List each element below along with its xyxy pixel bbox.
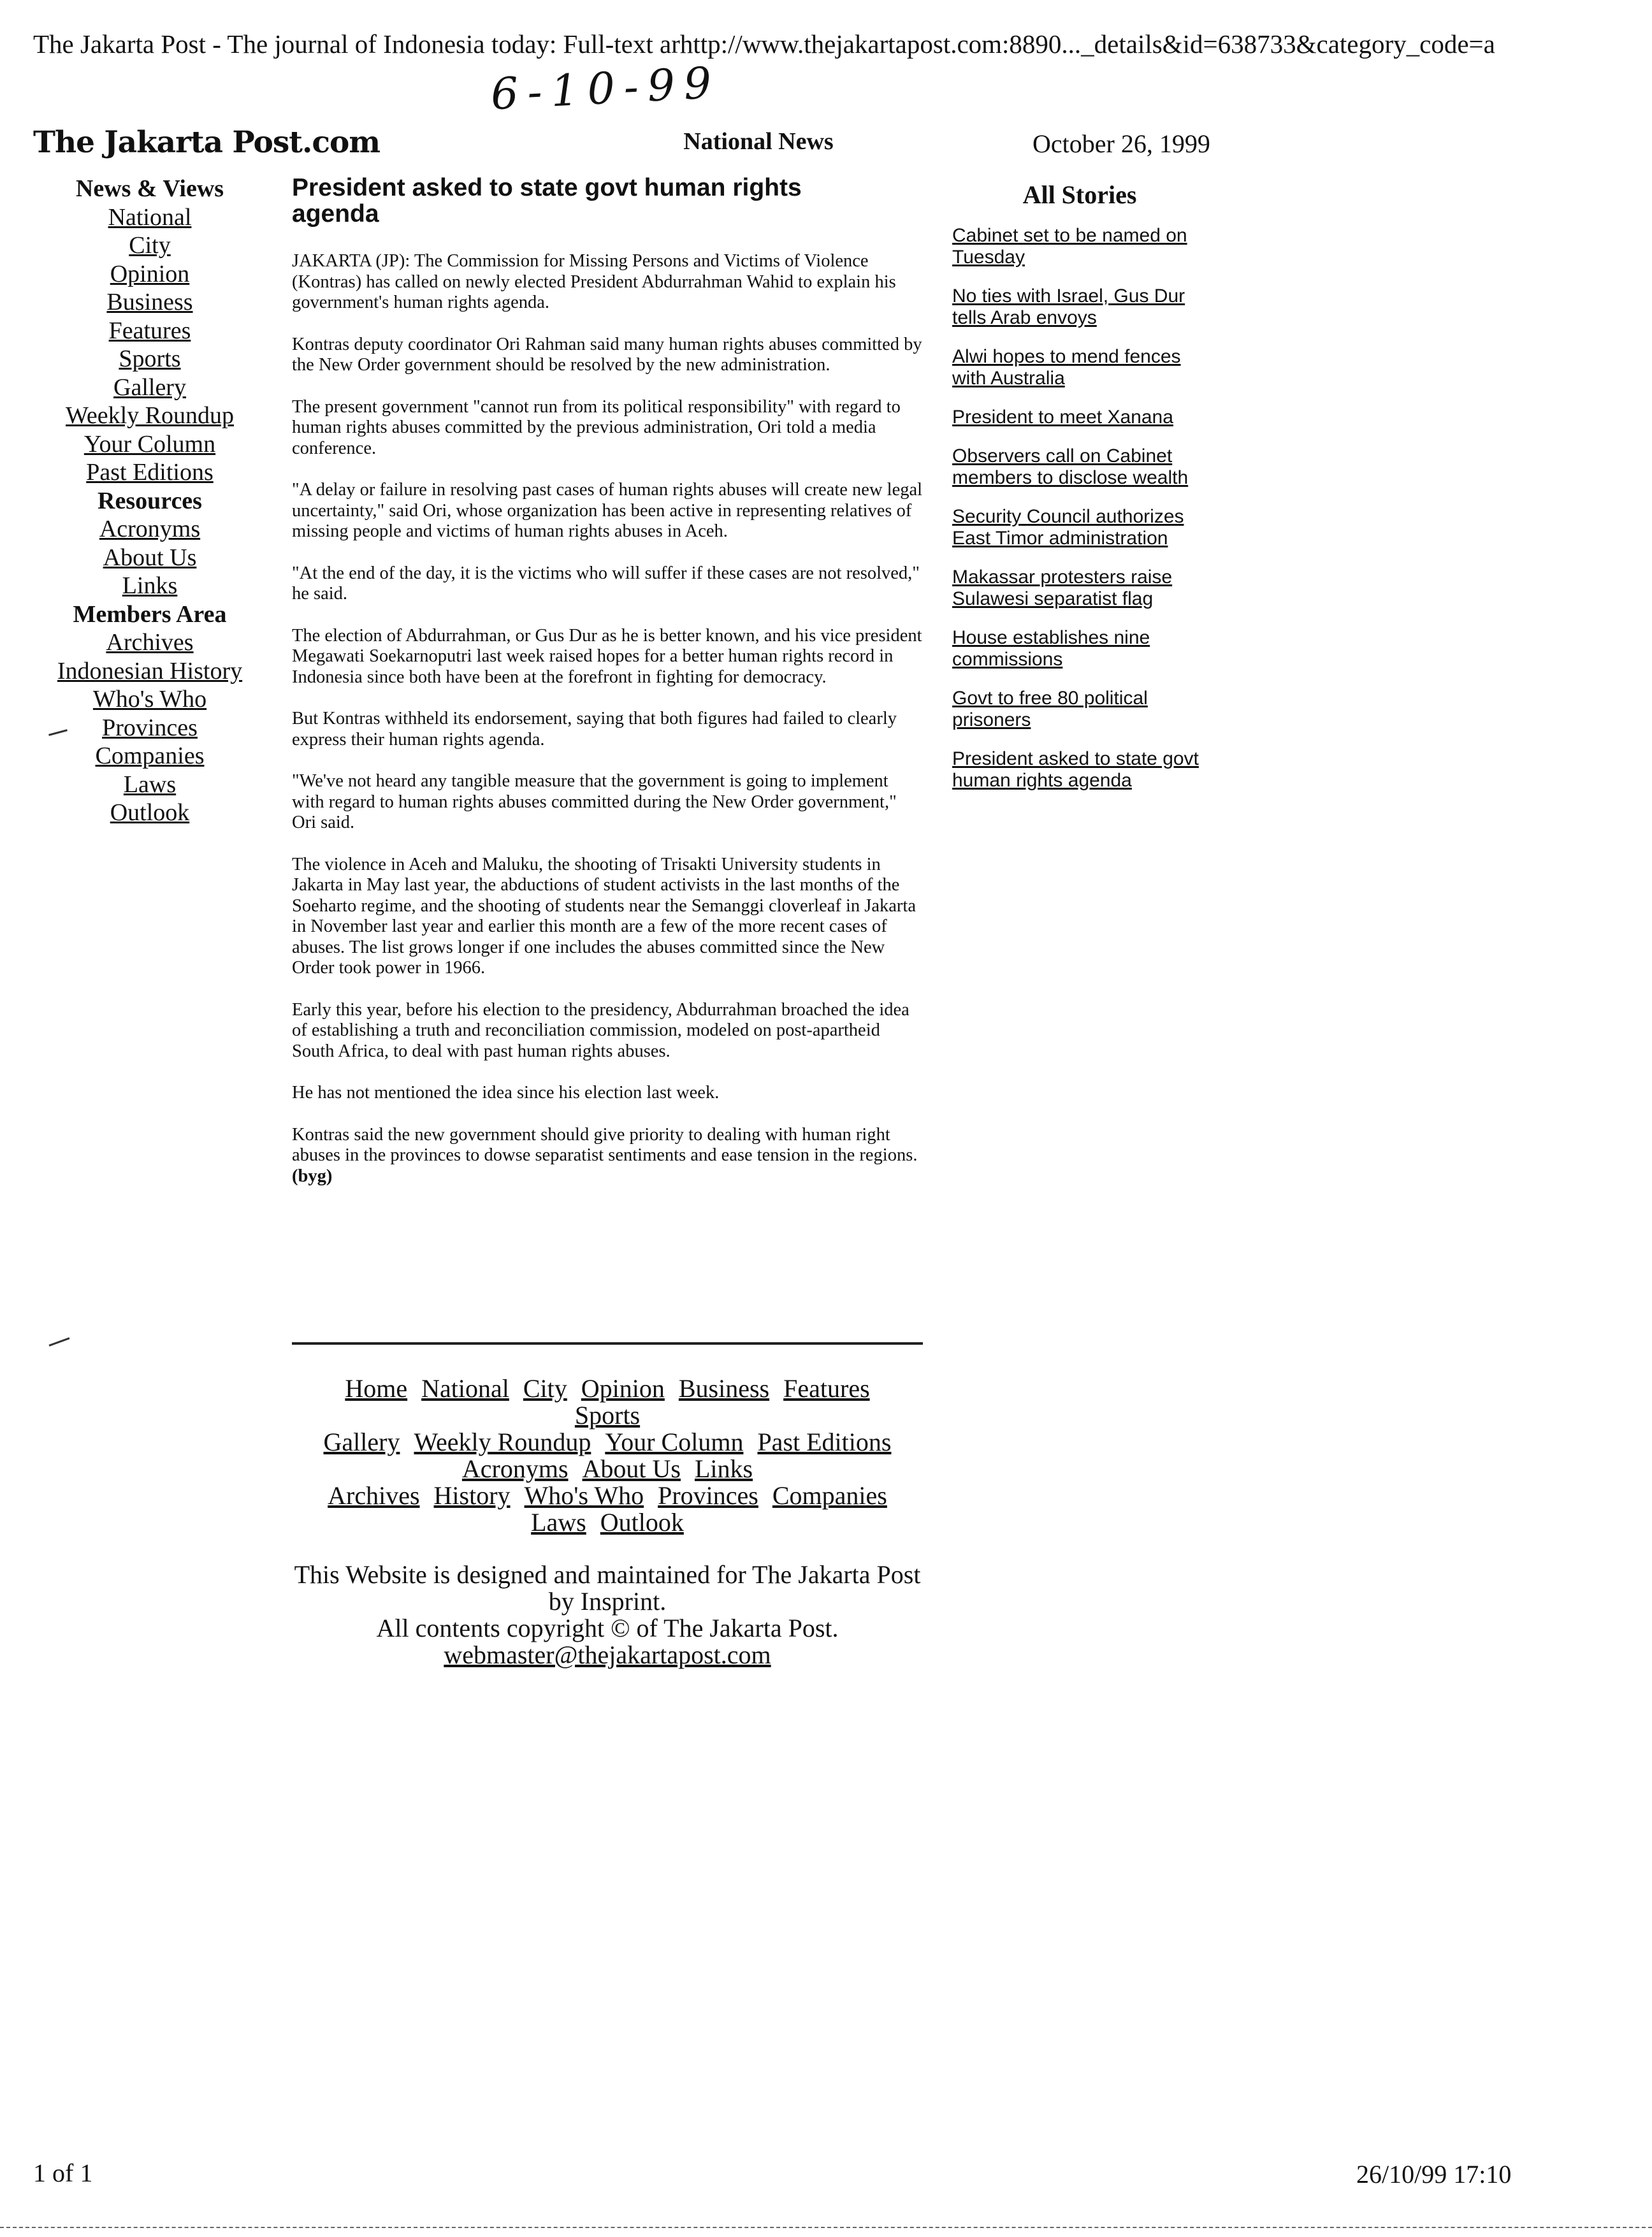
nav-link-who-s-who[interactable]: Who's Who — [92, 686, 207, 713]
paragraph-text: But Kontras withheld its endorsement, saying that both figures had failed to clearly express their human rights agenda. — [292, 709, 897, 749]
article-paragraph — [292, 251, 923, 314]
nav-link-city[interactable]: City — [129, 232, 171, 259]
nav-link-about-us[interactable]: About Us — [103, 544, 197, 571]
paragraph-text: Kontras said the new government should give priority to dealing with human right abuses in the provinces to dowse separatist sentiments and ease tension in the regions. — [292, 1124, 918, 1165]
footer-link-acronyms[interactable]: Acronyms — [461, 1454, 569, 1483]
footer-link-opinion[interactable]: Opinion — [581, 1374, 665, 1403]
article-paragraph — [292, 397, 923, 460]
footer-credit-line: This Website is designed and maintained for The Jakarta Post by Insprint. — [294, 1560, 921, 1616]
nav-link-sports[interactable]: Sports — [119, 345, 181, 372]
footer-link-gallery[interactable]: Gallery — [323, 1428, 400, 1456]
nav-link-features[interactable]: Features — [108, 317, 191, 344]
paragraph-text: Early this year, before his election to the presidency, Abdurrahman broached the idea of establishing a truth and reconciliation commission, modeled on post-apartheid South Africa, to deal with past human rights abuses. — [292, 999, 909, 1061]
story-link-president-asked-to-state-govt-human-rights-agenda[interactable]: President asked to state govt human rights agenda — [952, 748, 1199, 791]
nav-link-national[interactable]: National — [108, 203, 192, 231]
article-paragraph — [292, 335, 923, 376]
story-link-observers-call-on-cabinet-members-to-disclose-wealth[interactable]: Observers call on Cabinet members to disclose wealth — [952, 445, 1189, 488]
article-body — [292, 251, 923, 1187]
nav-link-links[interactable]: Links — [122, 572, 178, 599]
nav-heading-resources: Resources — [98, 487, 202, 514]
story-link-no-ties-with-israel-gus-dur-tells-arab-envoys[interactable]: No ties with Israel, Gus Dur tells Arab envoys — [952, 286, 1185, 328]
scan-mark — [49, 1337, 70, 1346]
nav-link-past-editions[interactable]: Past Editions — [86, 459, 214, 486]
nav-link-indonesian-history[interactable]: Indonesian History — [57, 657, 243, 684]
story-link-cabinet-set-to-be-named-on-tuesday[interactable]: Cabinet set to be named on Tuesday — [952, 225, 1187, 268]
article-paragraph — [292, 709, 923, 750]
footer-credits — [292, 1561, 923, 1669]
story-link-makassar-protesters-raise-sulawesi-separatist-flag[interactable]: Makassar protesters raise Sulawesi separatist flag — [952, 567, 1173, 609]
footer-link-links[interactable]: Links — [694, 1454, 753, 1483]
story-link-security-council-authorizes-east-timor-administration[interactable]: Security Council authorizes East Timor administration — [952, 506, 1184, 549]
all-stories-list — [952, 225, 1233, 792]
footer-link-features[interactable]: Features — [783, 1374, 870, 1403]
print-header: The Jakarta Post - The journal of Indonesia today: Full-text arhttp://www.thejakartapost.com:8890..._details&id=638733&category_code=a — [33, 29, 1495, 59]
footer-navigation — [292, 1375, 923, 1536]
nav-link-archives[interactable]: Archives — [106, 629, 194, 656]
article-headline: President asked to state govt human rights agenda — [292, 174, 802, 228]
paragraph-text: Kontras deputy coordinator Ori Rahman said many human rights abuses committed by the New Order government should be resolved by the new administration. — [292, 334, 922, 375]
nav-link-weekly-roundup[interactable]: Weekly Roundup — [66, 402, 234, 429]
nav-link-provinces[interactable]: Provinces — [102, 714, 198, 741]
members-links-group — [38, 628, 261, 827]
nav-link-opinion[interactable]: Opinion — [110, 260, 190, 287]
footer-link-history[interactable]: History — [433, 1481, 511, 1510]
footer-link-sports[interactable]: Sports — [574, 1401, 641, 1430]
paragraph-text: JAKARTA (JP): The Commission for Missing Persons and Victims of Violence (Kontras) has called on newly elected President Abdurrahman Wahid to explain his government's human rights agenda. — [292, 251, 896, 312]
paragraph-text: He has not mentioned the idea since his election last week. — [292, 1083, 720, 1103]
article-paragraph — [292, 1125, 923, 1187]
nav-link-your-column[interactable]: Your Column — [83, 430, 216, 458]
footer-link-about-us[interactable]: About Us — [582, 1454, 681, 1483]
nav-link-outlook[interactable]: Outlook — [110, 799, 190, 826]
handwritten-date-annotation: 6-10-99 — [489, 57, 722, 120]
paragraph-text: The violence in Aceh and Maluku, the shooting of Trisakti University students in Jakarta in May last year, the abductions of student activists in the last months of the Soeharto regime, and the shooting of students near the Semanggi cloverleaf in Jakarta in November last year and earlier this month are a few of the more recent cases of abuses. The list grows longer if one includes the abuses committed since the New Order took power in 1966. — [292, 854, 916, 978]
paragraph-text: The election of Abdurrahman, or Gus Dur as he is better known, and his vice president Megawati Soekarnoputri last week raised hopes for a better human rights record in Indonesia since both have been at the forefront in fighting for democracy. — [292, 625, 922, 687]
footer-nav-row — [292, 1456, 923, 1482]
webmaster-email-link[interactable]: webmaster@thejakartapost.com — [444, 1640, 771, 1669]
footer-nav-row — [292, 1375, 923, 1402]
page-bottom-edge — [0, 2227, 1652, 2228]
resources-links-group — [38, 515, 261, 600]
article — [292, 175, 923, 1208]
footer-link-provinces[interactable]: Provinces — [658, 1481, 758, 1510]
footer-link-business[interactable]: Business — [678, 1374, 770, 1403]
nav-heading-news-views: News & Views — [75, 175, 224, 202]
paragraph-text: "We've not heard any tangible measure that the government is going to implement with regard to human rights abuses committed during the New Order government," Ori said. — [292, 771, 897, 832]
nav-link-laws[interactable]: Laws — [123, 771, 177, 798]
print-page-count: 1 of 1 — [33, 2159, 93, 2187]
footer-link-your-column[interactable]: Your Column — [605, 1428, 744, 1456]
nav-heading-members-area: Members Area — [73, 600, 227, 628]
article-divider — [292, 1342, 923, 1345]
site-logo[interactable]: The Jakarta Post.com — [33, 125, 380, 160]
story-link-alwi-hopes-to-mend-fences-with-australia[interactable]: Alwi hopes to mend fences with Australia — [952, 346, 1181, 389]
article-paragraph — [292, 563, 923, 605]
footer-copyright-line: All contents copyright © of The Jakarta Post. — [376, 1614, 839, 1642]
footer-link-outlook[interactable]: Outlook — [600, 1508, 684, 1537]
article-paragraph — [292, 1083, 923, 1104]
footer-nav-row — [292, 1429, 923, 1456]
footer-link-weekly-roundup[interactable]: Weekly Roundup — [414, 1428, 591, 1456]
footer-nav-row — [292, 1482, 923, 1509]
footer-link-home[interactable]: Home — [345, 1374, 408, 1403]
paragraph-text: The present government "cannot run from its political responsibility" with regard to human rights abuses committed by the previous administration, Ori told a media conference. — [292, 396, 901, 458]
article-paragraph — [292, 771, 923, 834]
story-link-govt-to-free-80-political-prisoners[interactable]: Govt to free 80 political prisoners — [952, 688, 1148, 730]
news-links-group — [38, 203, 261, 487]
story-link-house-establishes-nine-commissions[interactable]: House establishes nine commissions — [952, 627, 1150, 670]
nav-link-business[interactable]: Business — [106, 289, 193, 315]
article-paragraph — [292, 480, 923, 542]
footer-nav-row — [292, 1402, 923, 1429]
nav-link-gallery[interactable]: Gallery — [113, 373, 186, 401]
footer-link-national[interactable]: National — [421, 1374, 509, 1403]
article-paragraph — [292, 626, 923, 688]
article-byline: (byg) — [292, 1166, 333, 1186]
print-timestamp: 26/10/99 17:10 — [1356, 2160, 1512, 2189]
nav-link-companies[interactable]: Companies — [95, 742, 205, 769]
nav-link-acronyms[interactable]: Acronyms — [99, 516, 201, 542]
section-title: National News — [683, 128, 834, 155]
footer-link-past-editions[interactable]: Past Editions — [757, 1428, 892, 1456]
left-navigation — [38, 175, 261, 827]
story-link-president-to-meet-xanana[interactable]: President to meet Xanana — [952, 407, 1173, 428]
footer-link-companies[interactable]: Companies — [772, 1481, 887, 1510]
article-paragraph — [292, 855, 923, 979]
footer-link-who-s-who[interactable]: Who's Who — [524, 1481, 644, 1510]
paragraph-text: "A delay or failure in resolving past cases of human rights abuses will create new legal uncertainty," said Ori, whose organization has been active in representing relatives of missing people and victims of human rights abuses in Aceh. — [292, 480, 923, 541]
page-date: October 26, 1999 — [1032, 129, 1210, 158]
footer-link-city[interactable]: City — [523, 1374, 567, 1403]
footer-link-laws[interactable]: Laws — [531, 1508, 586, 1537]
footer-nav-row — [292, 1509, 923, 1536]
all-stories-panel — [952, 180, 1233, 809]
footer-link-archives[interactable]: Archives — [328, 1481, 420, 1510]
paragraph-text: "At the end of the day, it is the victims who will suffer if these cases are not resolved," he said. — [292, 563, 920, 604]
article-paragraph — [292, 1000, 923, 1062]
all-stories-title: All Stories — [1022, 180, 1137, 209]
